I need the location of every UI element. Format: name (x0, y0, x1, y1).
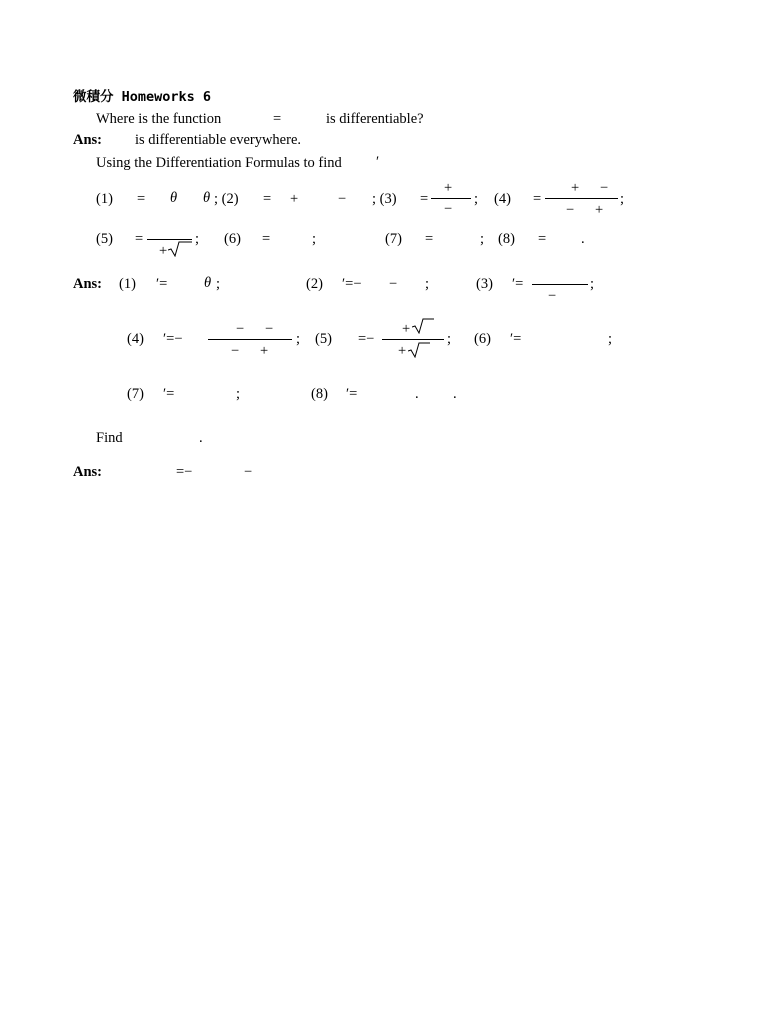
a6-lhs: ′= (510, 331, 522, 347)
p2-sep: ; (3) (372, 191, 397, 207)
a4-label: (4) (127, 331, 144, 347)
a1-sep: ; (216, 276, 221, 292)
a8-dot1: . (415, 386, 419, 402)
p4-sep: ; (620, 191, 625, 207)
a2-sep: ; (425, 276, 430, 292)
p4-label: (4) (494, 191, 511, 207)
a4-sep: ; (296, 331, 301, 347)
q1-suffix: is differentiable? (326, 111, 424, 127)
a3-label: (3) (476, 276, 493, 292)
p3-sep: ; (474, 191, 479, 207)
a5-lhs: =− (358, 331, 375, 347)
q1-prefix: Where is the function (96, 111, 222, 127)
a4-lhs: ′=− (163, 331, 183, 347)
a3-den: − (548, 288, 557, 304)
a6-label: (6) (474, 331, 491, 347)
a3-sep: ; (590, 276, 595, 292)
q2-intro: Using the Differentiation Formulas to find (96, 155, 342, 171)
a5-label: (5) (315, 331, 332, 347)
p4-fraction-bar (545, 198, 618, 199)
a8-label: (8) (311, 386, 328, 402)
p1-label: (1) (96, 191, 113, 207)
p1-equals: = (137, 191, 146, 207)
p4-equals: = (533, 191, 542, 207)
a5-fraction-bar (382, 339, 444, 340)
a1-lhs: ′= (156, 276, 168, 292)
sqrt-icon (412, 318, 434, 334)
p2-equals: = (263, 191, 272, 207)
a2-label: (2) (306, 276, 323, 292)
a7-lhs: ′= (163, 386, 175, 402)
p3-fraction-bar (431, 198, 471, 199)
p3-num: + (444, 180, 453, 196)
q1-ans-text: is differentiable everywhere. (135, 132, 301, 148)
a4-den-minus: − (231, 343, 240, 359)
p6-sep: ; (312, 231, 317, 247)
a2-minus: − (389, 276, 398, 292)
q2-prime: ′ (376, 154, 380, 170)
p2-plus: + (290, 191, 299, 207)
p5-fraction-bar (147, 239, 192, 240)
sqrt-icon (408, 342, 430, 358)
p8-label: (8) (498, 231, 515, 247)
q1-ans-label: Ans: (73, 132, 103, 148)
a6-sep: ; (608, 331, 613, 347)
q3-ans-eq: =− (176, 464, 193, 480)
p1-sep: ; (2) (214, 191, 239, 207)
a5-den-plus: + (398, 343, 407, 359)
a4-num-minus2: − (265, 321, 274, 337)
a2-ans-label: Ans: (73, 276, 103, 292)
p5-label: (5) (96, 231, 113, 247)
p5-sep: ; (195, 231, 200, 247)
q3-ans-label: Ans: (73, 464, 103, 480)
a1-label: (1) (119, 276, 136, 292)
p7-label: (7) (385, 231, 402, 247)
p5-equals: = (135, 231, 144, 247)
p6-equals: = (262, 231, 271, 247)
p7-sep: ; (480, 231, 485, 247)
p6-label: (6) (224, 231, 241, 247)
q3-find: Find (96, 430, 123, 446)
a4-num-minus1: − (236, 321, 245, 337)
a5-num-plus: + (402, 321, 411, 337)
a8-lhs: ′= (346, 386, 358, 402)
p4-num-plus: + (571, 180, 580, 196)
p5-den-plus: + (159, 243, 168, 259)
a1-theta: θ (204, 275, 212, 291)
p8-end: . (581, 231, 585, 247)
a8-dot2: . (453, 386, 457, 402)
a4-den-plus: + (260, 343, 269, 359)
p4-den-minus: − (566, 202, 575, 218)
a2-lhs: ′=− (342, 276, 362, 292)
q1-equals: = (273, 111, 282, 127)
p1-theta1: θ (170, 190, 178, 206)
sqrt-icon (168, 241, 192, 257)
a3-lhs: ′= (512, 276, 524, 292)
a7-label: (7) (127, 386, 144, 402)
a5-sep: ; (447, 331, 452, 347)
p3-equals: = (420, 191, 429, 207)
page-title: 微積分 Homeworks 6 (73, 89, 212, 105)
p4-num-minus: − (600, 180, 609, 196)
a7-sep: ; (236, 386, 241, 402)
p4-den-plus: + (595, 202, 604, 218)
q3-dot: . (199, 430, 203, 446)
a3-fraction-bar (532, 284, 588, 285)
q3-ans-minus: − (244, 464, 253, 480)
p1-theta2: θ (203, 190, 211, 206)
p2-minus: − (338, 191, 347, 207)
p3-den: − (444, 201, 453, 217)
p7-equals: = (425, 231, 434, 247)
p8-equals: = (538, 231, 547, 247)
a4-fraction-bar (208, 339, 292, 340)
